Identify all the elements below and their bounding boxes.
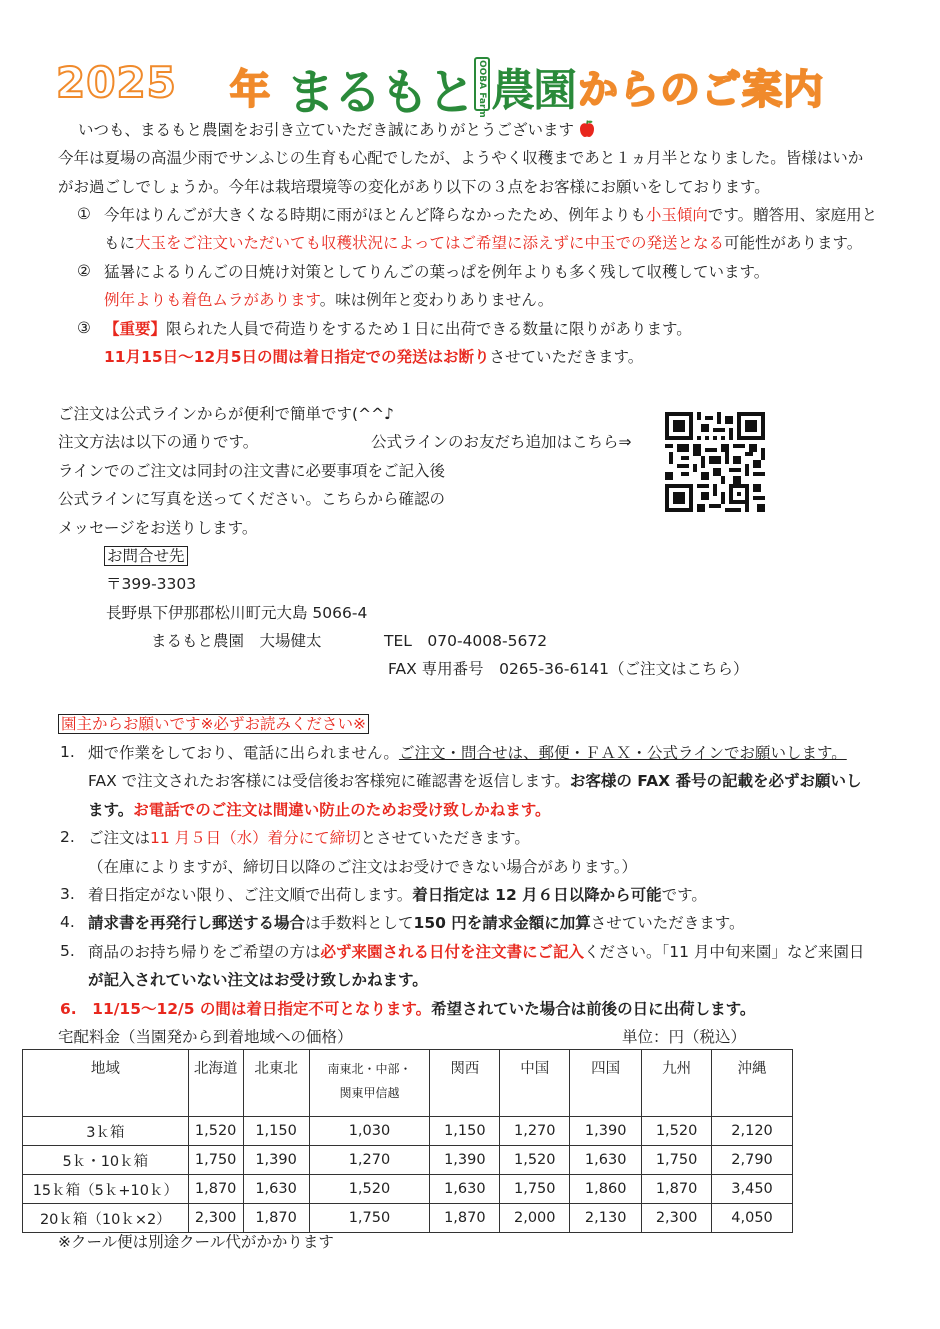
- table-cell: 1,630: [570, 1146, 642, 1175]
- rule-number-5: 5.: [60, 942, 75, 960]
- rule-2-line-2: （在庫によりますが、締切日以降のご注文はお受けできない場合があります。）: [88, 858, 638, 876]
- rule-1c-highlight: お電話でのご注文は間違い防止のためお受け致しかねます。: [133, 801, 551, 819]
- header-kita-tohoku: 北東北: [243, 1050, 309, 1117]
- table-cell: 2,000: [500, 1204, 570, 1233]
- point-3-text-tail: させていただきます。: [489, 348, 644, 366]
- table-cell: 3,450: [712, 1175, 793, 1204]
- rule-6-text-tail: 希望されていた場合は前後の日に出荷します。: [431, 1000, 756, 1018]
- point-2-highlight: 例年よりも着色ムラがあります: [104, 291, 320, 309]
- table-cell: 1,750: [500, 1175, 570, 1204]
- rule-5-highlight: 必ず来園される日付を注文書にご記入: [320, 943, 585, 961]
- point-number-3: ③: [77, 319, 91, 337]
- rule-number-2: 2.: [60, 828, 75, 846]
- pricing-footnote: ※クール便は別途クール代がかかります: [58, 1233, 334, 1251]
- contact-label: [104, 546, 188, 566]
- rule-2-deadline: 11 月５日（水）着分にて締切: [150, 829, 361, 847]
- table-cell: 1,520: [309, 1175, 430, 1204]
- rule-3-text-tail: です。: [661, 886, 707, 904]
- point-2-line-1: 猛暑によるりんごの日焼け対策としてりんごの葉っぱを例年よりも多く残して収穫しています。: [104, 263, 770, 281]
- line-add-friend-text: 公式ラインのお友だち追加はこちら⇒: [371, 433, 632, 451]
- notice-heading-text: 園主からお願いです※必ずお読みください※: [58, 714, 369, 734]
- table-cell: 2,120: [712, 1117, 793, 1146]
- table-cell: 1,860: [570, 1175, 642, 1204]
- table-cell: 1,270: [500, 1117, 570, 1146]
- header-kansai: 関西: [430, 1050, 500, 1117]
- shipping-price-table: [22, 1049, 793, 1233]
- important-label: 【重要】: [104, 320, 167, 338]
- rule-number-3: 3.: [60, 885, 75, 903]
- table-cell: 4,050: [712, 1204, 793, 1233]
- table-cell: 1,870: [243, 1204, 309, 1233]
- table-cell: 1,750: [309, 1204, 430, 1233]
- rule-6-highlight: 6. 11/15～12/5 の間は着日指定不可となります。: [60, 1000, 432, 1018]
- point-number-1: ①: [77, 205, 91, 223]
- rule-3-text: 着日指定がない限り、ご注文順で出荷します。: [88, 886, 413, 904]
- rule-1b-text: FAX で注文されたお客様には受信後お客様宛に確認書を返信します。: [88, 772, 570, 790]
- point-number-2: ②: [77, 262, 91, 280]
- intro-paragraph-line-1: 今年は夏場の高温少雨でサンふじの生育も心配でしたが、ようやく収穫まであと１ヵ月半となりました。皆様はいか: [58, 149, 864, 167]
- rule-1b-bold: お客様の FAX 番号の記載を必ずお願いし: [569, 772, 862, 790]
- rule-4-bold: 請求書を再発行し郵送する場合: [88, 914, 306, 932]
- row-label: 15ｋ箱（5ｋ+10ｋ）: [23, 1175, 189, 1204]
- farm-logo-kanji: 農園: [491, 65, 575, 116]
- table-cell: 1,750: [188, 1146, 243, 1175]
- table-cell: 1,030: [309, 1117, 430, 1146]
- point-1-text-tail: です。贈答用、家庭用と: [707, 206, 878, 224]
- table-cell: 1,390: [570, 1117, 642, 1146]
- farm-name-logo: まるもと: [286, 64, 475, 121]
- point-1b-text: もに: [104, 234, 136, 252]
- table-cell: 1,390: [243, 1146, 309, 1175]
- contact-fax: FAX 専用番号 0265-36-6141（ご注文はこちら）: [388, 660, 749, 678]
- rule-5-line-2: が記入されていない注文はお受け致しかねます。: [88, 971, 428, 989]
- point-3-highlight: 11月15日～12月5日の間は着日指定での発送はお断り: [104, 348, 490, 366]
- contact-tel[interactable]: TEL 070-4008-5672: [384, 632, 548, 650]
- table-row: [23, 1204, 793, 1233]
- title-year-suffix: 年: [230, 67, 271, 113]
- rule-number-4: 4.: [60, 913, 75, 931]
- header-kyushu: 九州: [642, 1050, 712, 1117]
- point-1b-text-tail: 可能性があります。: [724, 234, 863, 252]
- table-cell: 1,870: [642, 1175, 712, 1204]
- contact-label-text: お問合せ先: [104, 546, 188, 566]
- rule-1-text: 畑で作業をしており、電話に出られません。: [88, 744, 399, 762]
- table-cell: 1,520: [500, 1146, 570, 1175]
- rule-1c-bold: ます。: [88, 801, 134, 819]
- contact-name: まるもと農園 大場健太: [151, 632, 322, 650]
- rule-5-line-1: [88, 942, 864, 962]
- table-cell: 1,630: [430, 1175, 500, 1204]
- table-cell: 2,300: [642, 1204, 712, 1233]
- order-line-1: ご注文は公式ラインからが便利で簡単です(^^♪: [58, 405, 394, 423]
- header-region: 地域: [23, 1050, 189, 1117]
- pricing-caption: 宅配料金（当園発から到着地域への価格）: [58, 1028, 353, 1046]
- table-cell: 1,750: [642, 1146, 712, 1175]
- header-chugoku: 中国: [500, 1050, 570, 1117]
- order-line-4: 公式ラインに写真を送ってください。こちらから確認の: [58, 490, 446, 508]
- rule-4-text-tail: させていただきます。: [590, 914, 745, 932]
- order-line-5: メッセージをお送りします。: [58, 519, 258, 537]
- notice-heading: [58, 714, 369, 734]
- rule-2-text: ご注文は: [88, 829, 151, 847]
- point-3-line-1: [104, 319, 692, 339]
- rule-number-1: 1.: [60, 743, 75, 761]
- line-qr-code[interactable]: [665, 412, 765, 512]
- header-minami-tohoku: [309, 1050, 430, 1117]
- pricing-unit: 単位：円（税込）: [622, 1028, 747, 1046]
- rule-4-text: は手数料として: [305, 914, 414, 932]
- point-1-highlight: 小玉傾向: [645, 206, 708, 224]
- rule-4-line: [88, 913, 745, 933]
- table-cell: 1,870: [188, 1175, 243, 1204]
- table-row: [23, 1146, 793, 1175]
- rule-1-line-2: [88, 771, 861, 791]
- table-cell: 1,150: [430, 1117, 500, 1146]
- table-row: [23, 1175, 793, 1204]
- row-label: 3ｋ箱: [23, 1117, 189, 1146]
- header-hokkaido: 北海道: [188, 1050, 243, 1117]
- rule-6-line: [60, 999, 755, 1019]
- table-cell: 1,150: [243, 1117, 309, 1146]
- point-1-line-1: [104, 205, 877, 225]
- rule-1-line-1: [88, 743, 847, 763]
- rule-2-line-1: [88, 828, 530, 848]
- contact-postal: 〒399-3303: [106, 575, 197, 593]
- rule-3-bold: 着日指定は 12 月６日以降から可能: [412, 886, 662, 904]
- table-header-row: [23, 1050, 793, 1117]
- contact-address: 長野県下伊那郡松川町元大島 5066-4: [106, 604, 368, 622]
- farm-logo-subtitle: OOBA Farm: [477, 60, 487, 118]
- greeting-text: いつも、まるもと農園をお引き立ていただき誠にありがとうございます: [78, 121, 575, 139]
- row-label: 20ｋ箱（10ｋ×2）: [23, 1204, 189, 1233]
- table-cell: 1,520: [188, 1117, 243, 1146]
- rule-4-fee: 150 円を請求金額に加算: [413, 914, 591, 932]
- table-cell: 1,390: [430, 1146, 500, 1175]
- rule-1-line-3: [88, 800, 551, 820]
- header-okinawa: 沖縄: [712, 1050, 793, 1117]
- table-cell: 1,870: [430, 1204, 500, 1233]
- title-year: 2025: [56, 58, 177, 107]
- table-cell: 1,630: [243, 1175, 309, 1204]
- row-label: 5ｋ・10ｋ箱: [23, 1146, 189, 1175]
- rule-5-text: 商品のお持ち帰りをご希望の方は: [88, 943, 321, 961]
- rule-5-text-tail: ください。「11 月中旬来園」など来園日: [584, 943, 865, 961]
- rule-2-text-tail: とさせていただきます。: [360, 829, 530, 847]
- table-cell: 1,270: [309, 1146, 430, 1175]
- point-1-text: 今年はりんごが大きくなる時期に雨がほとんど降らなかったため、例年よりも: [104, 206, 646, 224]
- point-2-text-tail: 。味は例年と変わりありません。: [319, 291, 554, 309]
- point-3-text: 限られた人員で荷造りをするため１日に出荷できる数量に限りがあります。: [166, 320, 692, 338]
- table-row: [23, 1117, 793, 1146]
- point-1b-highlight: 大玉をご注文いただいても収穫状況によってはご希望に添えずに中玉での発送となる: [135, 234, 725, 252]
- header-minami-tohoku-line-2: 関東甲信越: [339, 1086, 400, 1100]
- point-3-line-2: [104, 347, 643, 367]
- order-line-2: 注文方法は以下の通りです。: [58, 433, 259, 451]
- intro-paragraph-line-2: がお過ごしでしょうか。今年は栽培環境等の変化があり以下の３点をお客様にお願いをしております。: [58, 178, 770, 196]
- header-shikoku: 四国: [570, 1050, 642, 1117]
- rule-3-line: [88, 885, 707, 905]
- table-cell: 2,790: [712, 1146, 793, 1175]
- header-minami-tohoku-line-1: 南東北・中部・: [327, 1062, 412, 1076]
- table-cell: 1,520: [642, 1117, 712, 1146]
- rule-1-underlined: ご注文・問合せは、郵便・ＦＡＸ・公式ラインでお願いします。: [398, 744, 847, 762]
- table-cell: 2,130: [570, 1204, 642, 1233]
- point-2-line-2: [104, 290, 553, 310]
- intro-greeting: [78, 120, 595, 140]
- title-tail: からのご案内: [578, 67, 824, 113]
- apple-icon: [579, 120, 595, 138]
- point-1-line-2: [104, 233, 862, 253]
- order-line-3: ラインでのご注文は同封の注文書に必要事項をご記入後: [58, 462, 446, 480]
- table-cell: 2,300: [188, 1204, 243, 1233]
